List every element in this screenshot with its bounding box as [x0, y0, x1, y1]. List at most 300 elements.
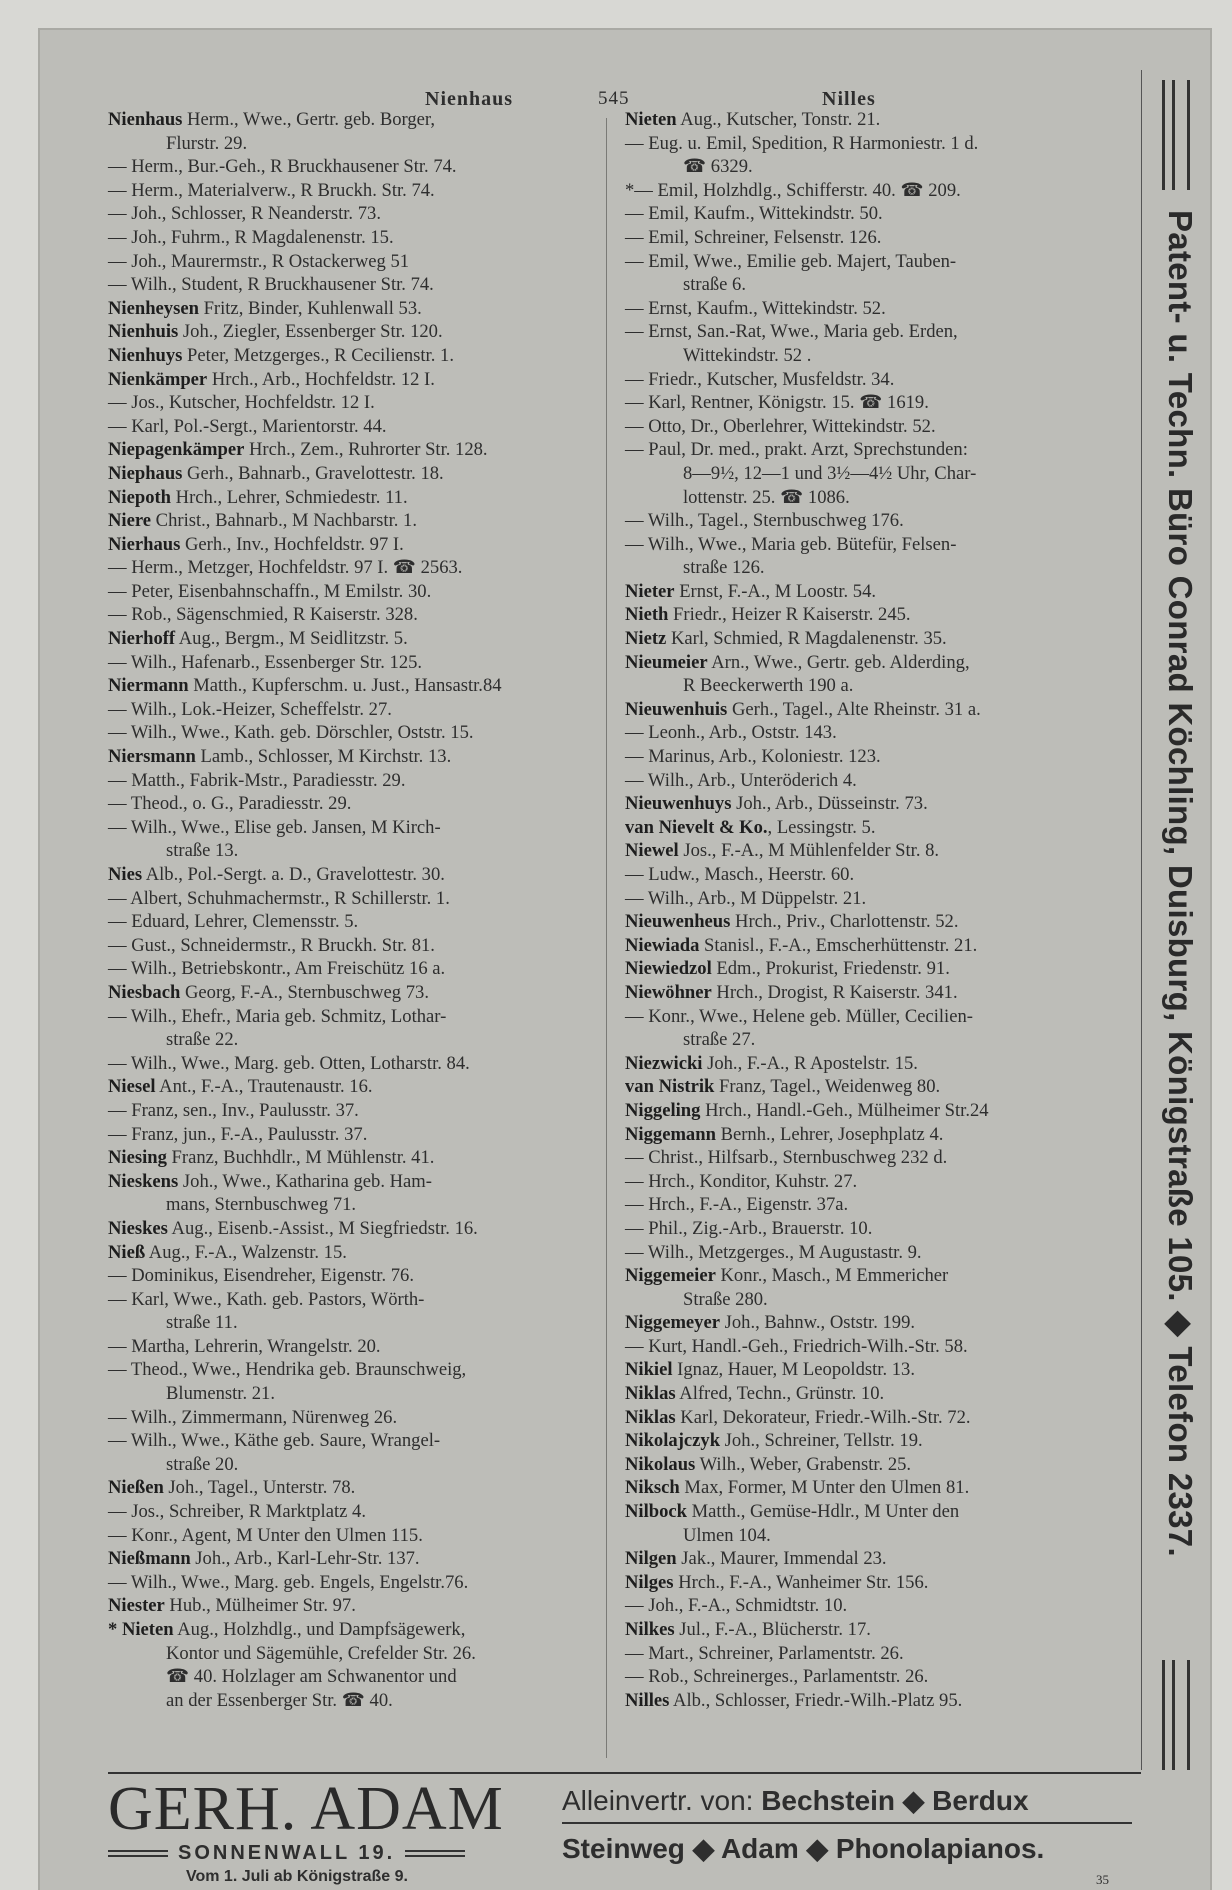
- directory-entry: [108, 1170, 598, 1194]
- directory-entry: [108, 1052, 598, 1076]
- entry-details: Stanisl., F.-A., Emscherhüttenstr. 21.: [699, 934, 978, 956]
- entry-details: Franz, Buchhdlr., M Mühlenstr. 41.: [166, 1147, 435, 1169]
- entry-details: Fritz, Binder, Kuhlenwall 53.: [198, 297, 422, 319]
- entry-details: — Wilh., Wwe., Käthe geb. Saure, Wrangel-: [108, 1430, 441, 1452]
- directory-entry: [625, 816, 1137, 840]
- entry-surname: * Nieten: [108, 1619, 174, 1640]
- entry-details: — Gust., Schneidermstr., R Bruckh. Str. 81.: [108, 934, 435, 956]
- directory-entry: [625, 721, 1137, 745]
- entry-details: — Wilh., Lok.-Heizer, Scheffelstr. 27.: [108, 698, 392, 720]
- entry-details: — Rob., Schreinerges., Parlamentstr. 26.: [625, 1666, 929, 1688]
- entry-surname: Nilges: [625, 1571, 674, 1593]
- decorative-rule: [405, 1850, 465, 1857]
- directory-entry: [625, 1406, 1137, 1430]
- entry-details: — Phil., Zig.-Arb., Brauerstr. 10.: [625, 1217, 873, 1239]
- directory-entry: [108, 320, 598, 344]
- entry-surname: Niepagenkämper: [108, 439, 245, 461]
- entry-details: an der Essenberger Str. ☎ 40.: [166, 1689, 393, 1711]
- entry-continuation-line: [108, 839, 598, 863]
- entry-surname: Nießen: [108, 1477, 164, 1499]
- entry-details: — Peter, Eisenbahnschaffn., M Emilstr. 30.: [108, 580, 432, 602]
- entry-details: Gerh., Bahnarb., Gravelottestr. 18.: [182, 462, 444, 484]
- entry-details: 8—9½, 12—1 und 3½—4½ Uhr, Char-: [683, 462, 977, 484]
- entry-details: Wittekindstr. 52 .: [683, 344, 812, 366]
- directory-entry: [625, 1665, 1137, 1689]
- entry-details: — Wilh., Arb., M Düppelstr. 21.: [625, 887, 867, 909]
- decorative-rule: [108, 1850, 168, 1857]
- entry-details: — Wilh., Metzgerges., M Augustastr. 9.: [625, 1241, 922, 1263]
- directory-entry: [625, 957, 1137, 981]
- entry-details: — Wilh., Ehefr., Maria geb. Schmitz, Lothar-: [108, 1005, 447, 1027]
- entry-details: — Ludw., Masch., Heerstr. 60.: [625, 864, 855, 885]
- entry-details: Ant., F.-A., Trautenaustr. 16.: [155, 1076, 373, 1098]
- entry-surname: Nieuwenheus: [625, 911, 731, 933]
- directory-entry: [108, 934, 598, 958]
- entry-surname: Niezwicki: [625, 1052, 703, 1074]
- entry-surname: Nies: [108, 864, 143, 885]
- entry-surname: Nierhaus: [108, 533, 181, 555]
- entry-surname: Nikolaus: [625, 1453, 696, 1475]
- directory-entry: [625, 1689, 1137, 1713]
- entry-details: — Rob., Sägenschmied, R Kaiserstr. 328.: [108, 604, 418, 626]
- entry-details: — Karl, Pol.-Sergt., Marientorstr. 44.: [108, 415, 387, 437]
- entry-details: Christ., Bahnarb., M Nachbarstr. 1.: [151, 510, 417, 532]
- directory-entry: [108, 1618, 598, 1642]
- directory-entry: [625, 1193, 1137, 1217]
- directory-entry: [625, 792, 1137, 816]
- entry-details: Bernh., Lehrer, Josephplatz 4.: [715, 1123, 944, 1145]
- directory-entry: [108, 769, 598, 793]
- ad-rule: [562, 1822, 1132, 1824]
- ad-address: SONNENWALL 19.: [178, 1842, 396, 1864]
- entry-continuation-line: [108, 1382, 598, 1406]
- entry-details: Joh., Arb., Düsseinstr. 73.: [731, 793, 928, 815]
- directory-entry: [108, 179, 598, 203]
- entry-details: — Emil, Schreiner, Felsenstr. 126.: [625, 226, 882, 248]
- directory-entry: [625, 132, 1137, 156]
- entry-continuation-line: [625, 556, 1137, 580]
- entry-details: — Ernst, San.-Rat, Wwe., Maria geb. Erden,: [625, 321, 958, 343]
- ad-agency-label: Alleinvertr. von:: [562, 1785, 754, 1816]
- entry-continuation-line: [108, 1311, 598, 1335]
- directory-entry: [108, 1005, 598, 1029]
- directory-entry: [108, 297, 598, 321]
- entry-details: R Beeckerwerth 190 a.: [683, 675, 854, 697]
- running-head-right: Nilles: [822, 88, 876, 110]
- entry-surname: Niesel: [108, 1076, 156, 1098]
- directory-entry: [625, 910, 1137, 934]
- directory-entry: [108, 580, 598, 604]
- directory-entry: [625, 1170, 1137, 1194]
- entry-details: Hrch., Arb., Hochfeldstr. 12 I.: [207, 368, 435, 390]
- directory-entry: [108, 1524, 598, 1548]
- directory-entry: [108, 1264, 598, 1288]
- entry-details: — Wilh., Wwe., Maria geb. Bütefür, Felsen-: [625, 533, 957, 555]
- ad-agency-brands: Bechstein ◆ Berdux: [761, 1785, 1029, 1816]
- entry-continuation-line: [108, 1689, 598, 1713]
- entry-surname: Nieter: [625, 580, 675, 602]
- entry-continuation-line: [625, 462, 1137, 486]
- entry-surname: Nilbock: [625, 1501, 687, 1523]
- entry-details: Aug., F.-A., Walzenstr. 15.: [145, 1241, 347, 1263]
- side-ad-text: Patent- u. Techn. Büro Conrad Köchling, Duisburg, Königstraße 105. ◆ Telefon 2337.: [1162, 210, 1199, 1557]
- entry-details: — Wilh., Wwe., Kath. geb. Dörschler, Oststr. 15.: [108, 722, 474, 744]
- entry-details: — Konr., Wwe., Helene geb. Müller, Cecilien-: [625, 1005, 973, 1027]
- directory-entry: [625, 533, 1137, 557]
- entry-details: — Herm., Bur.-Geh., R Bruckhausener Str. 74.: [108, 156, 457, 178]
- entry-details: Joh., F.-A., R Apostelstr. 15.: [702, 1052, 918, 1074]
- entry-details: — Emil, Wwe., Emilie geb. Majert, Tauben-: [625, 250, 957, 272]
- entry-details: — Eug. u. Emil, Spedition, R Harmoniestr. 1 d.: [625, 132, 979, 154]
- directory-entry: [108, 721, 598, 745]
- entry-details: — Jos., Schreiber, R Marktplatz 4.: [108, 1501, 366, 1523]
- entry-details: — Karl, Rentner, Königstr. 15. ☎ 1619.: [625, 392, 929, 414]
- entry-details: — Joh., Schlosser, R Neanderstr. 73.: [108, 203, 381, 225]
- directory-entry: [625, 981, 1137, 1005]
- directory-entry: [108, 509, 598, 533]
- directory-entry: [625, 934, 1137, 958]
- entry-details: ☎ 6329.: [683, 156, 753, 178]
- entry-surname: Niere: [108, 510, 152, 532]
- directory-entry: [625, 1618, 1137, 1642]
- directory-entry: [625, 1052, 1137, 1076]
- directory-entry: [108, 1288, 598, 1312]
- directory-entry: [108, 698, 598, 722]
- entry-continuation-line: [108, 1028, 598, 1052]
- entry-details: — Hrch., Konditor, Kuhstr. 27.: [625, 1170, 858, 1192]
- directory-entry: [108, 533, 598, 557]
- entry-details: — Emil, Kaufm., Wittekindstr. 50.: [625, 203, 883, 225]
- directory-entry: [625, 627, 1137, 651]
- directory-entry: [108, 627, 598, 651]
- entry-details: — Wilh., Wwe., Elise geb. Jansen, M Kirch-: [108, 816, 441, 838]
- entry-details: — Herm., Materialverw., R Bruckh. Str. 74.: [108, 179, 435, 201]
- directory-entry: [625, 1382, 1137, 1406]
- directory-entry: [625, 1547, 1137, 1571]
- directory-entry: [625, 368, 1137, 392]
- entry-details: Franz, Tagel., Weidenweg 80.: [714, 1076, 941, 1098]
- entry-surname: Niggemeyer: [625, 1312, 720, 1334]
- directory-entry: [625, 1500, 1137, 1524]
- entry-details: — Joh., Fuhrm., R Magdalenenstr. 15.: [108, 226, 394, 248]
- directory-entry: [108, 1406, 598, 1430]
- entry-continuation-line: [625, 1524, 1137, 1548]
- entry-surname: Nieumeier: [625, 651, 708, 673]
- entry-details: Konr., Masch., M Emmericher: [715, 1265, 949, 1287]
- running-head-left: Nienhaus: [425, 88, 514, 110]
- entry-details: Gerh., Inv., Hochfeldstr. 97 I.: [180, 533, 404, 555]
- entry-surname: Nilgen: [625, 1548, 677, 1570]
- entry-surname: Nieth: [625, 604, 669, 626]
- entry-surname: Niksch: [625, 1477, 680, 1499]
- entry-details: straße 11.: [166, 1312, 238, 1334]
- directory-entry: [625, 1264, 1137, 1288]
- directory-entry: [108, 344, 598, 368]
- entry-surname: Nienkämper: [108, 368, 208, 390]
- entry-continuation-line: [108, 132, 598, 156]
- entry-details: Georg, F.-A., Sternbuschweg 73.: [180, 981, 429, 1003]
- directory-entry: [625, 1571, 1137, 1595]
- directory-entry: [108, 391, 598, 415]
- directory-entry: [625, 1099, 1137, 1123]
- entry-details: Alb., Schlosser, Friedr.-Wilh.-Platz 95.: [669, 1689, 963, 1711]
- entry-details: — Wilh., Hafenarb., Essenberger Str. 125.: [108, 651, 423, 673]
- directory-entry: [108, 202, 598, 226]
- entry-details: Flurstr. 29.: [166, 132, 248, 154]
- entry-details: — Wilh., Wwe., Marg. geb. Engels, Engelstr.76.: [108, 1571, 469, 1593]
- entry-surname: van Nistrik: [625, 1076, 715, 1098]
- entry-details: Alb., Pol.-Sergt. a. D., Gravelottestr. 30.: [142, 864, 445, 885]
- entry-details: Herm., Wwe., Gertr. geb. Borger,: [182, 109, 436, 130]
- entry-continuation-line: [625, 674, 1137, 698]
- directory-entry: [625, 1642, 1137, 1666]
- entry-details: Jak., Maurer, Immendal 23.: [676, 1548, 887, 1570]
- entry-surname: Nietz: [625, 628, 667, 650]
- directory-entry: [108, 1241, 598, 1265]
- entry-details: Matth., Gemüse-Hdlr., M Unter den: [687, 1501, 960, 1523]
- entry-continuation-line: [625, 273, 1137, 297]
- entry-surname: Niewiedzol: [625, 958, 712, 980]
- entry-details: , Lessingstr. 5.: [767, 816, 876, 838]
- directory-entry: [625, 1075, 1137, 1099]
- entry-details: Friedr., Heizer R Kaiserstr. 245.: [668, 604, 911, 626]
- entry-details: Hrch., Lehrer, Schmiedestr. 11.: [171, 486, 408, 508]
- entry-details: straße 6.: [683, 274, 746, 296]
- entry-details: — Wilh., Tagel., Sternbuschweg 176.: [625, 510, 904, 532]
- entry-details: — Franz, sen., Inv., Paulusstr. 37.: [108, 1099, 359, 1121]
- entry-details: Max, Former, M Unter den Ulmen 81.: [679, 1477, 970, 1499]
- directory-entry: [108, 368, 598, 392]
- entry-details: — Herm., Metzger, Hochfeldstr. 97 I. ☎ 2563.: [108, 557, 463, 579]
- ad-agency-line: [562, 1784, 1029, 1817]
- entry-details: — Wilh., Zimmermann, Nürenweg 26.: [108, 1406, 398, 1428]
- directory-entry: [625, 415, 1137, 439]
- entry-details: Joh., Bahnw., Oststr. 199.: [719, 1312, 916, 1334]
- directory-entry: [108, 226, 598, 250]
- entry-details: — Marinus, Arb., Koloniestr. 123.: [625, 746, 881, 768]
- entry-continuation-line: [625, 486, 1137, 510]
- directory-entry: [108, 556, 598, 580]
- directory-entry: [625, 580, 1137, 604]
- entry-details: Joh., Wwe., Katharina geb. Ham-: [178, 1170, 432, 1192]
- entry-details: — Martha, Lehrerin, Wrangelstr. 20.: [108, 1335, 381, 1357]
- entry-details: Kontor und Sägemühle, Crefelder Str. 26.: [166, 1642, 476, 1664]
- entry-details: straße 126.: [683, 557, 765, 579]
- entry-details: Straße 280.: [683, 1288, 768, 1310]
- entry-details: — Kurt, Handl.-Geh., Friedrich-Wilh.-Str. 58.: [625, 1335, 968, 1357]
- directory-entry: [625, 1311, 1137, 1335]
- directory-entry: [625, 226, 1137, 250]
- entry-details: — Otto, Dr., Oberlehrer, Wittekindstr. 52.: [625, 415, 936, 437]
- directory-entry: [108, 1217, 598, 1241]
- entry-surname: Niewiada: [625, 934, 700, 956]
- directory-entry: [625, 698, 1137, 722]
- directory-entry: [625, 179, 1137, 203]
- entry-details: Karl, Dekorateur, Friedr.-Wilh.-Str. 72.: [675, 1406, 971, 1428]
- entry-details: — Theod., o. G., Paradiesstr. 29.: [108, 793, 352, 815]
- directory-entry: [108, 1099, 598, 1123]
- entry-details: Joh., Tagel., Unterstr. 78.: [163, 1477, 356, 1499]
- entry-surname: Niermann: [108, 675, 189, 697]
- entry-details: — Wilh., Betriebskontr., Am Freischütz 16 a.: [108, 958, 446, 980]
- entry-surname: Nienhuys: [108, 344, 183, 366]
- entry-continuation-line: [625, 155, 1137, 179]
- directory-entry: [108, 1547, 598, 1571]
- directory-entry: [108, 651, 598, 675]
- directory-entry: [108, 981, 598, 1005]
- entry-continuation-line: [108, 1453, 598, 1477]
- entry-details: — Joh., Maurermstr., R Ostackerweg 51: [108, 250, 410, 272]
- directory-entry: [108, 910, 598, 934]
- entry-details: — Franz, jun., F.-A., Paulusstr. 37.: [108, 1123, 368, 1145]
- entry-details: Aug., Eisenb.-Assist., M Siegfriedstr. 16.: [167, 1217, 478, 1239]
- entry-details: — Wilh., Wwe., Marg. geb. Otten, Lotharstr. 84.: [108, 1052, 470, 1074]
- entry-details: Peter, Metzgerges., R Cecilienstr. 1.: [182, 344, 454, 366]
- entry-surname: Nieuwenhuys: [625, 793, 732, 815]
- ad-brands-line: Steinweg ◆ Adam ◆ Phonolapianos.: [562, 1833, 1045, 1864]
- page-number: 545: [598, 88, 630, 109]
- entry-details: Lamb., Schlosser, M Kirchstr. 13.: [195, 746, 452, 768]
- directory-entry: [108, 415, 598, 439]
- entry-surname: Nieuwenhuis: [625, 698, 728, 720]
- entry-details: Hrch., Zem., Ruhrorter Str. 128.: [244, 439, 488, 461]
- directory-entry: [625, 391, 1137, 415]
- directory-entry: [108, 1571, 598, 1595]
- directory-entry: [108, 603, 598, 627]
- entry-details: Ulmen 104.: [683, 1524, 771, 1546]
- entry-details: — Jos., Kutscher, Hochfeldstr. 12 I.: [108, 392, 375, 414]
- directory-entry: [625, 1146, 1137, 1170]
- entry-details: — Joh., F.-A., Schmidtstr. 10.: [625, 1595, 848, 1617]
- directory-entry: [625, 1241, 1137, 1265]
- directory-entry: [108, 108, 598, 132]
- directory-entry: [108, 250, 598, 274]
- entry-surname: Nienheysen: [108, 297, 199, 319]
- ad-company-name: GERH. ADAM: [108, 1775, 504, 1843]
- entry-surname: Niggemeier: [625, 1265, 716, 1287]
- entry-details: Hrch., Drogist, R Kaiserstr. 341.: [711, 981, 958, 1003]
- directory-entry: [108, 1594, 598, 1618]
- entry-surname: Nierhoff: [108, 628, 176, 650]
- entry-surname: Niewel: [625, 840, 679, 862]
- directory-entry: [108, 462, 598, 486]
- entry-details: — Leonh., Arb., Oststr. 143.: [625, 722, 837, 744]
- entry-surname: Nikolajczyk: [625, 1430, 721, 1452]
- entry-details: — Paul, Dr. med., prakt. Arzt, Sprechstunden:: [625, 439, 968, 461]
- directory-entry: [108, 486, 598, 510]
- side-advertisement: [1148, 80, 1208, 1770]
- entry-surname: Nilles: [625, 1689, 670, 1711]
- entry-surname: Niggemann: [625, 1123, 716, 1145]
- entry-details: Joh., Ziegler, Essenberger Str. 120.: [178, 321, 443, 343]
- entry-details: straße 13.: [166, 840, 239, 862]
- entry-continuation-line: [108, 1665, 598, 1689]
- entry-continuation-line: [625, 1288, 1137, 1312]
- directory-entry: [108, 1075, 598, 1099]
- directory-entry: [625, 250, 1137, 274]
- entry-details: Hrch., Priv., Charlottenstr. 52.: [730, 911, 959, 933]
- entry-details: Aug., Bergm., M Seidlitzstr. 5.: [175, 628, 408, 650]
- directory-entry: [625, 108, 1137, 132]
- entry-details: — Wilh., Arb., Unteröderich 4.: [625, 769, 857, 791]
- entry-details: Gerh., Tagel., Alte Rheinstr. 31 a.: [727, 698, 981, 720]
- left-directory-column: [108, 108, 598, 1712]
- entry-details: Jul., F.-A., Blücherstr. 17.: [674, 1619, 871, 1640]
- entry-details: Wilh., Weber, Grabenstr. 25.: [695, 1453, 912, 1475]
- entry-details: Karl, Schmied, R Magdalenenstr. 35.: [666, 628, 947, 650]
- entry-surname: Nienhaus: [108, 109, 183, 130]
- directory-entry: [625, 603, 1137, 627]
- entry-details: Ernst, F.-A., M Loostr. 54.: [674, 580, 877, 602]
- entry-details: Alfred, Techn., Grünstr. 10.: [675, 1383, 885, 1405]
- directory-entry: [625, 438, 1137, 462]
- entry-surname: Nieskes: [108, 1217, 168, 1239]
- ad-address-row: [108, 1842, 465, 1865]
- directory-entry: [108, 1358, 598, 1382]
- directory-entry: [625, 863, 1137, 887]
- entry-details: Arn., Wwe., Gertr. geb. Alderding,: [707, 651, 970, 673]
- directory-entry: [108, 957, 598, 981]
- entry-surname: Niklas: [625, 1383, 676, 1405]
- ad-moving-note: Vom 1. Juli ab Königstraße 9.: [186, 1868, 408, 1885]
- entry-surname: Niesbach: [108, 981, 181, 1003]
- directory-entry: [108, 792, 598, 816]
- entry-details: Blumenstr. 21.: [166, 1383, 275, 1405]
- directory-entry: [625, 1217, 1137, 1241]
- entry-details: — Karl, Wwe., Kath. geb. Pastors, Wörth-: [108, 1288, 425, 1310]
- directory-entry: [108, 745, 598, 769]
- entry-surname: Niephaus: [108, 462, 183, 484]
- entry-details: Aug., Holzhdlg., und Dampfsägewerk,: [173, 1619, 466, 1640]
- directory-entry: [625, 509, 1137, 533]
- entry-surname: Nieten: [625, 109, 677, 130]
- entry-continuation-line: [108, 1193, 598, 1217]
- entry-details: — Dominikus, Eisendreher, Eigenstr. 76.: [108, 1265, 415, 1287]
- entry-details: Hub., Mülheimer Str. 97.: [164, 1595, 356, 1617]
- directory-entry: [108, 816, 598, 840]
- directory-entry: [625, 1429, 1137, 1453]
- directory-entry: [108, 863, 598, 887]
- directory-entry: [108, 155, 598, 179]
- right-directory-column: [625, 108, 1137, 1712]
- directory-entry: [108, 1476, 598, 1500]
- directory-entry: [625, 1005, 1137, 1029]
- entry-details: mans, Sternbuschweg 71.: [166, 1194, 357, 1216]
- directory-entry: [108, 887, 598, 911]
- directory-entry: [625, 769, 1137, 793]
- entry-details: — Hrch., F.-A., Eigenstr. 37a.: [625, 1194, 849, 1216]
- entry-surname: Niepoth: [108, 486, 172, 508]
- entry-details: — Matth., Fabrik-Mstr., Paradiesstr. 29.: [108, 769, 406, 791]
- directory-entry: [625, 1358, 1137, 1382]
- directory-entry: [625, 1594, 1137, 1618]
- directory-entry: [108, 1123, 598, 1147]
- entry-continuation-line: [625, 1028, 1137, 1052]
- entry-surname: Nieß: [108, 1241, 146, 1263]
- entry-surname: Niklas: [625, 1406, 676, 1428]
- directory-entry: [108, 1429, 598, 1453]
- directory-entry: [108, 1146, 598, 1170]
- directory-entry: [625, 745, 1137, 769]
- directory-entry: [625, 1123, 1137, 1147]
- entry-surname: Nikiel: [625, 1359, 673, 1381]
- entry-surname: Niewöhner: [625, 981, 712, 1003]
- entry-details: Matth., Kupferschm. u. Just., Hansastr.84: [188, 675, 502, 697]
- footer-number: 35: [1096, 1872, 1109, 1887]
- directory-entry: [625, 202, 1137, 226]
- entry-surname: Niersmann: [108, 746, 196, 768]
- entry-details: lottenstr. 25. ☎ 1086.: [683, 486, 850, 508]
